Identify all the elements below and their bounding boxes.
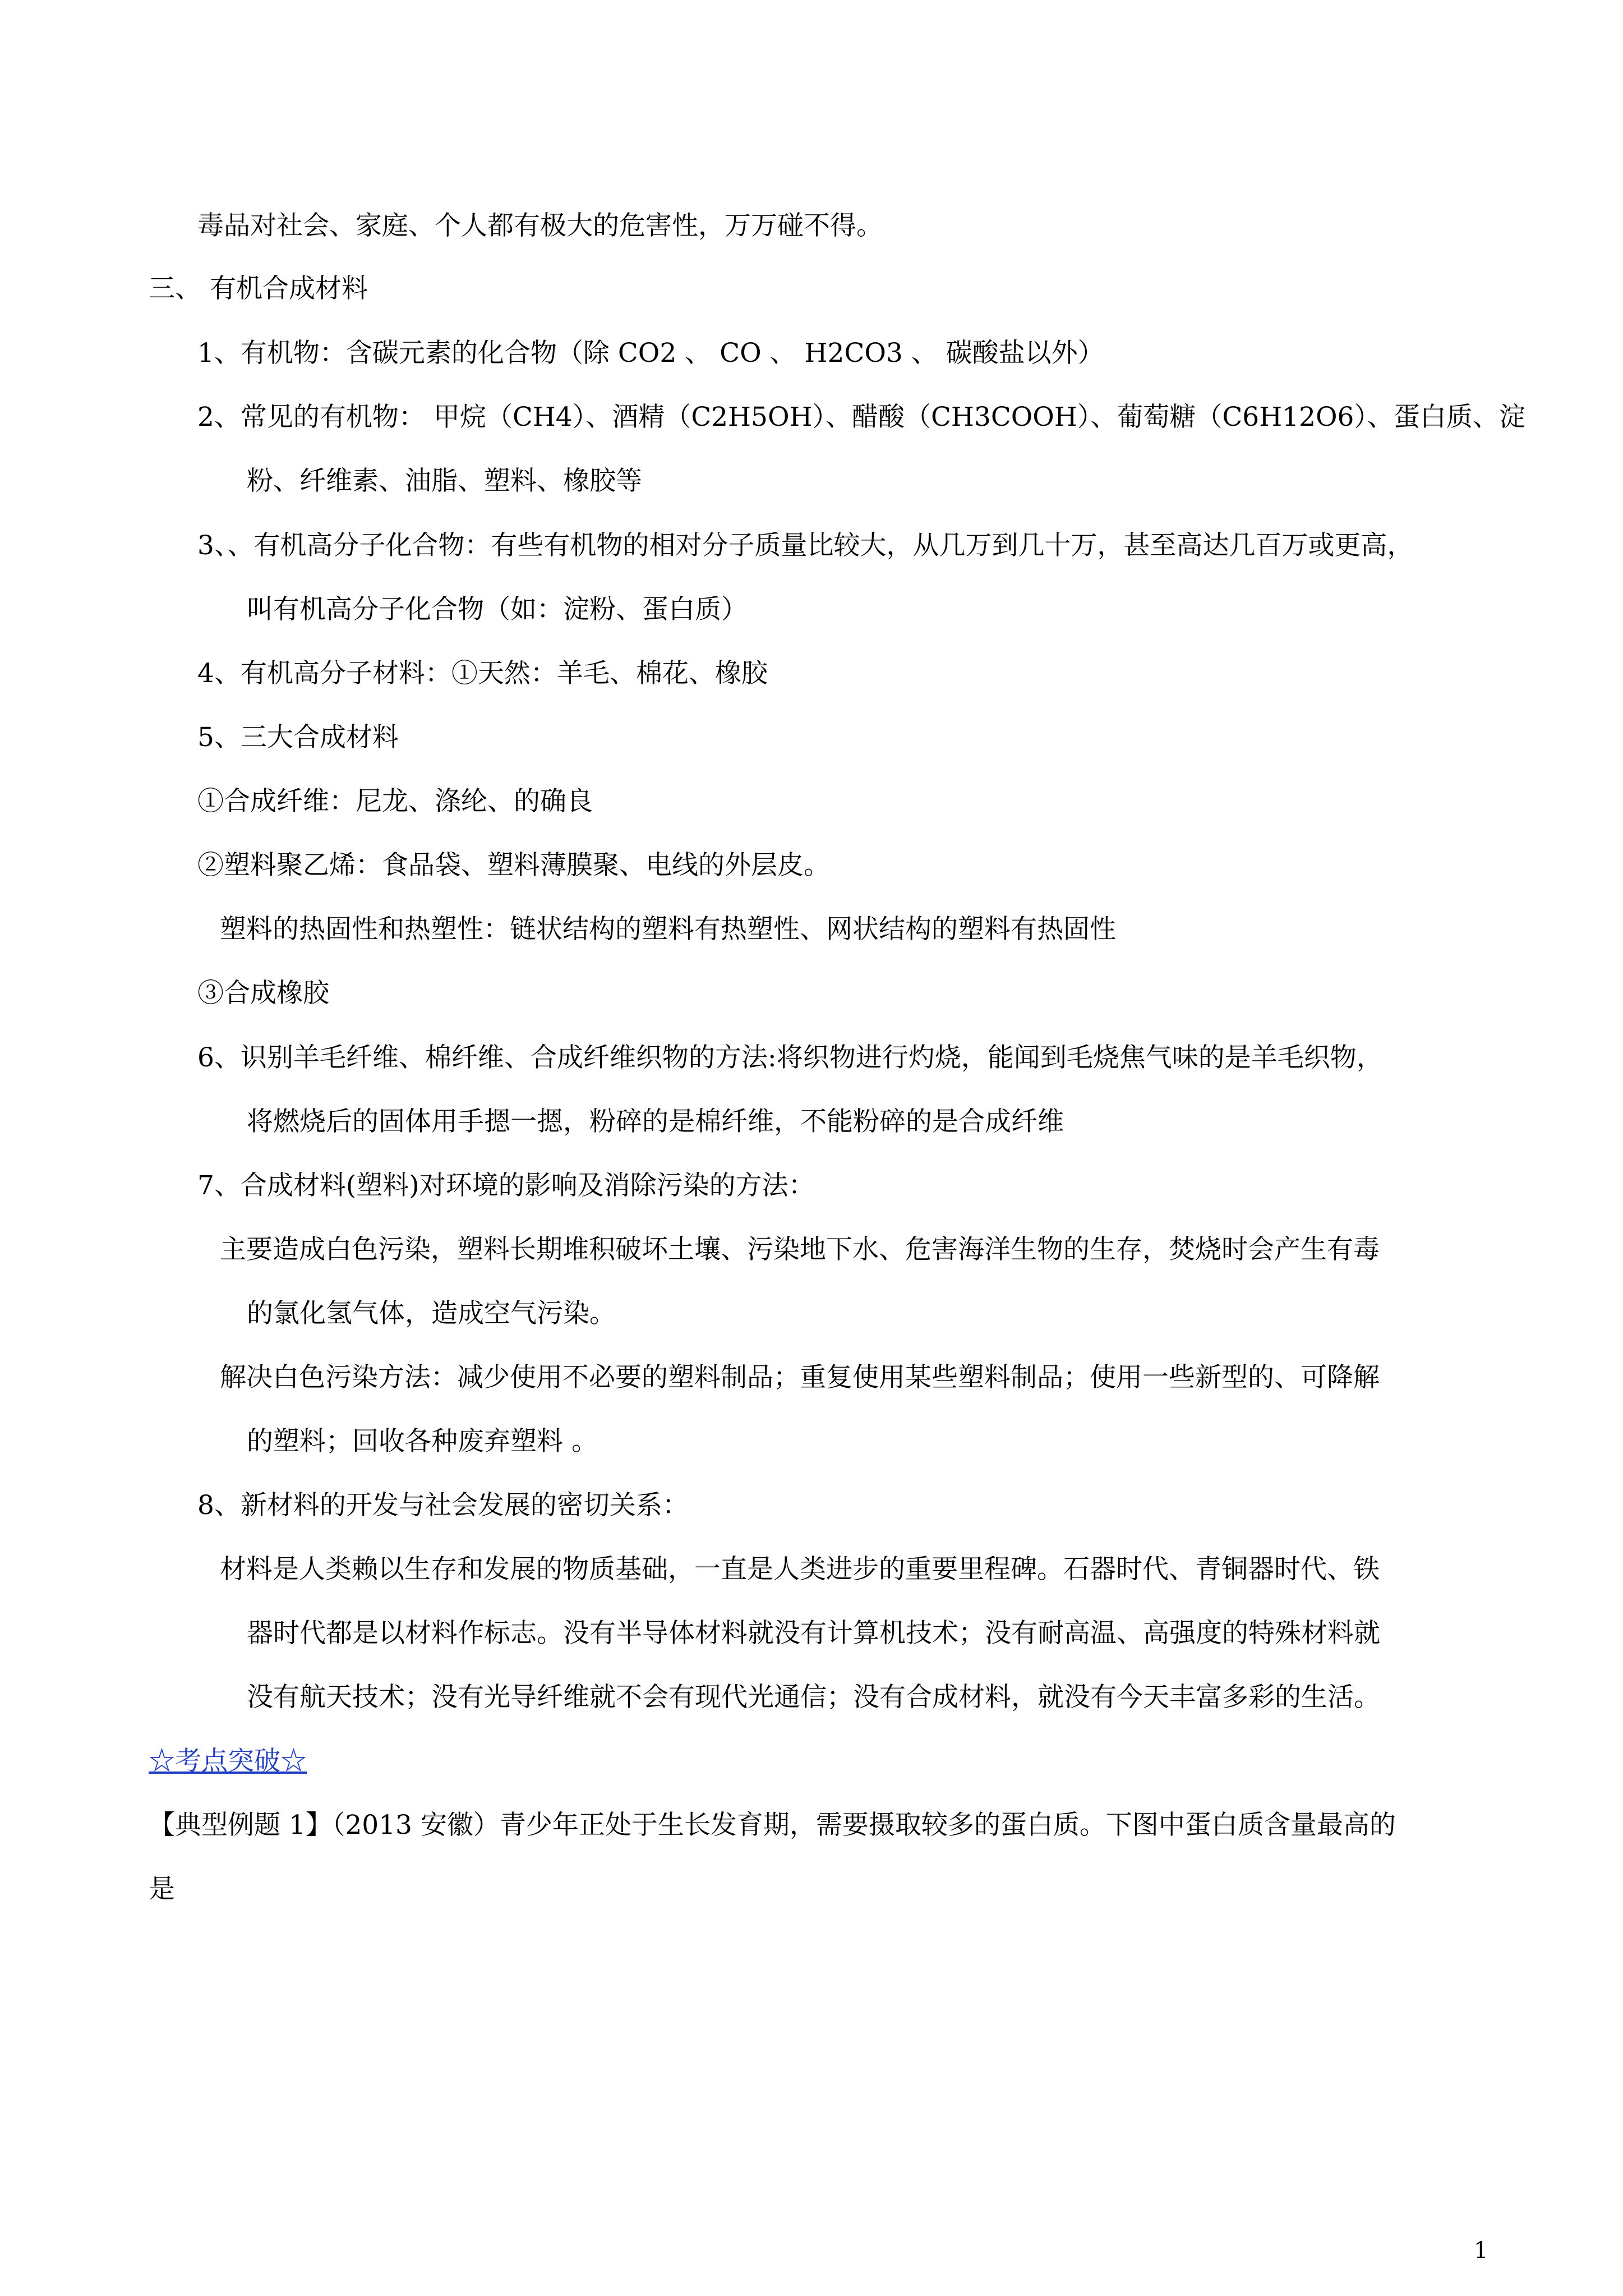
section-heading-organic-materials: 三、 有机合成材料: [149, 273, 368, 304]
subitem-plastic-polyethylene: ②塑料聚乙烯：食品袋、塑料薄膜聚、电线的外层皮。: [197, 850, 830, 881]
example-question-1-cont: 是: [149, 1874, 175, 1904]
note-thermoset-thermoplastic: 塑料的热固性和热塑性：链状结构的塑料有热塑性、网状结构的塑料有热固性: [220, 914, 1116, 945]
item-1-organic-compound: 1、有机物：含碳元素的化合物（除 CO2 、 CO 、 H2CO3 、 碳酸盐以外）: [197, 338, 1104, 369]
paragraph-materials-history-cont-1: 器时代都是以材料作标志。没有半导体材料就没有计算机技术；没有耐高温、高强度的特殊材料就: [247, 1618, 1380, 1649]
paragraph-white-pollution-cont: 的氯化氢气体，造成空气污染。: [247, 1298, 616, 1329]
item-5-three-synthetics: 5、三大合成材料: [197, 722, 399, 753]
paragraph-materials-history-cont-2: 没有航天技术；没有光导纤维就不会有现代光通信；没有合成材料，就没有今天丰富多彩的生活。: [247, 1682, 1380, 1713]
example-question-1: 【典型例题 1】（2013 安徽）青少年正处于生长发育期，需要摄取较多的蛋白质。下图中蛋白质含量最高的: [149, 1810, 1396, 1841]
paragraph-drug-harm: 毒品对社会、家庭、个人都有极大的危害性，万万碰不得。: [197, 210, 883, 241]
paragraph-pollution-solutions: 解决白色污染方法：减少使用不必要的塑料制品；重复使用某些塑料制品；使用一些新型的、可降解: [220, 1362, 1380, 1393]
item-8-new-materials: 8、新材料的开发与社会发展的密切关系：: [197, 1490, 689, 1521]
item-6-fiber-identification-cont: 将燃烧后的固体用手摁一摁，粉碎的是棉纤维，不能粉碎的是合成纤维: [247, 1106, 1064, 1137]
item-4-polymer-materials: 4、有机高分子材料：①天然：羊毛、棉花、橡胶: [197, 658, 768, 689]
section-link-key-points[interactable]: ☆考点突破☆: [149, 1746, 307, 1777]
paragraph-white-pollution: 主要造成白色污染，塑料长期堆积破坏土壤、污染地下水、危害海洋生物的生存，焚烧时会产生有毒: [220, 1234, 1380, 1265]
item-7-environmental-impact: 7、合成材料(塑料)对环境的影响及消除污染的方法：: [197, 1170, 815, 1201]
paragraph-pollution-solutions-cont: 的塑料；回收各种废弃塑料 。: [247, 1426, 598, 1457]
subitem-synthetic-rubber: ③合成橡胶: [197, 978, 329, 1009]
item-2-common-organics-cont: 粉、纤维素、油脂、塑料、橡胶等: [247, 466, 642, 496]
item-6-fiber-identification: 6、识别羊毛纤维、棉纤维、合成纤维织物的方法:将织物进行灼烧，能闻到毛烧焦气味的是羊毛织物，: [197, 1042, 1383, 1073]
item-3-polymer-compound: 3、、有机高分子化合物：有些有机物的相对分子质量比较大，从几万到几十万，甚至高达几百万或更高，: [197, 530, 1414, 561]
page-number: 1: [1474, 2238, 1488, 2263]
item-3-polymer-compound-cont: 叫有机高分子化合物（如：淀粉、蛋白质）: [247, 594, 748, 625]
item-2-common-organics: 2、常见的有机物： 甲烷（CH4）、酒精（C2H5OH）、醋酸（CH3COOH）、葡萄糖（C6H12O6）、蛋白质、淀: [197, 402, 1525, 432]
paragraph-materials-history: 材料是人类赖以生存和发展的物质基础，一直是人类进步的重要里程碑。石器时代、青铜器时代、铁: [220, 1554, 1380, 1585]
subitem-synthetic-fiber: ①合成纤维：尼龙、涤纶、的确良: [197, 786, 593, 817]
